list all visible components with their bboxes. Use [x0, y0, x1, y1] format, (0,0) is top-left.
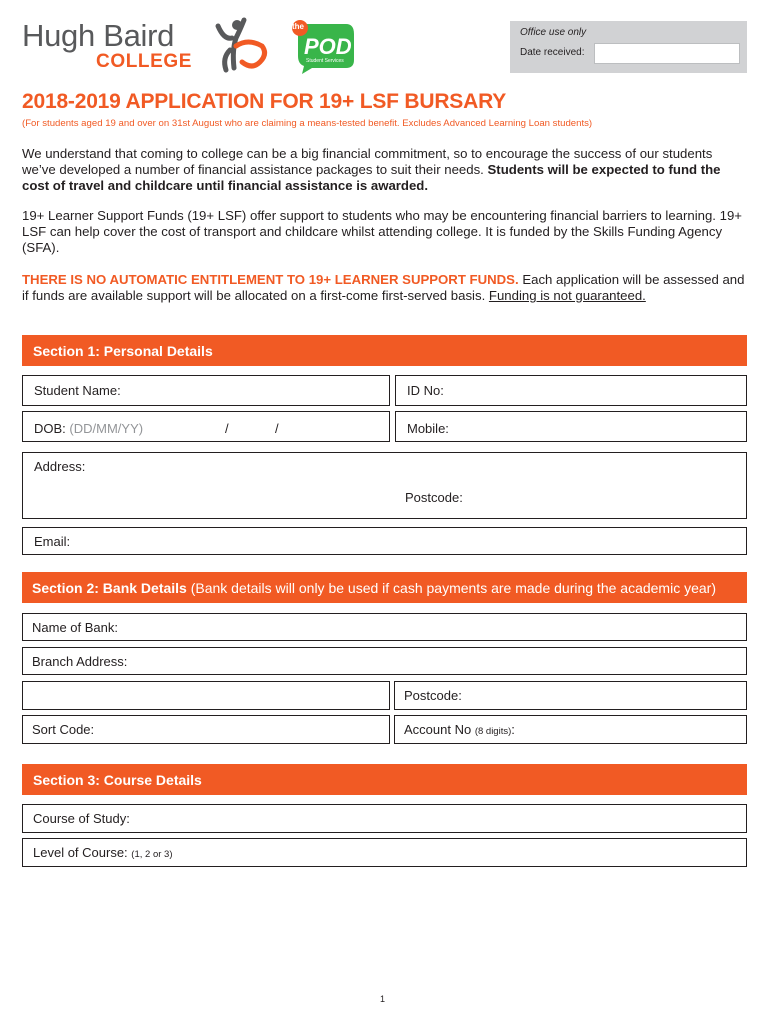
email-field[interactable] — [22, 527, 747, 555]
college-figure-logo-icon — [210, 16, 270, 74]
address-postcode-label: Postcode: — [405, 490, 463, 505]
section-2-header — [22, 572, 747, 603]
id-no-field[interactable] — [395, 375, 747, 406]
pod-the-text: the — [292, 22, 304, 31]
date-received-label: Date received: — [520, 47, 585, 58]
funding-not-guaranteed: Funding is not guaranteed. — [488, 288, 646, 303]
section-2-title-wrap — [32, 580, 716, 596]
pod-logo — [290, 20, 356, 74]
bank-name-label: Name of Bank: — [32, 620, 118, 635]
account-no-text: Account No — [404, 722, 472, 737]
section-2-note: (Bank details will only be used if cash payments are made during the academic year) — [186, 580, 716, 596]
dob-slash-2: / — [275, 421, 279, 436]
mobile-label: Mobile: — [407, 421, 449, 436]
section-3-header — [22, 764, 747, 795]
branch-address-line-2-field[interactable] — [22, 681, 390, 710]
date-received-field[interactable] — [594, 43, 740, 64]
level-of-course-hint: (1, 2 or 3) — [131, 849, 173, 860]
bank-name-field[interactable] — [22, 613, 747, 641]
section-3-title: Section 3: Course Details — [33, 772, 202, 788]
level-of-course-label — [33, 845, 172, 860]
dob-label — [34, 421, 143, 436]
account-no-hint: (8 digits) — [474, 726, 512, 737]
student-name-label: Student Name: — [34, 383, 121, 398]
email-label: Email: — [34, 534, 71, 549]
section-2-title: Section 2: Bank Details — [32, 580, 187, 596]
intro-paragraph-3 — [22, 272, 748, 304]
intro-paragraph-2: 19+ Learner Support Funds (19+ LSF) offer support to students who may be encountering financial barriers to learning. 19+ LSF can help cover the cost of transport and childcare whilst attending college. It is funded by the Skills Funding Agency (SFA). — [22, 208, 743, 255]
sort-code-label: Sort Code: — [32, 722, 95, 737]
office-use-label: Office use only — [520, 27, 587, 38]
branch-address-label: Branch Address: — [32, 654, 128, 669]
dob-label-text: DOB: — [34, 421, 66, 436]
college-logo-sub: COLLEGE — [96, 51, 193, 72]
page-number: 1 — [380, 994, 386, 1004]
pod-tagline: Student Services — [306, 58, 344, 64]
course-of-study-field[interactable] — [22, 804, 747, 833]
level-of-course-text: Level of Course: — [33, 845, 128, 860]
bank-postcode-label: Postcode: — [404, 688, 462, 703]
course-of-study-label: Course of Study: — [33, 811, 130, 826]
intro-paragraph-1 — [22, 146, 748, 194]
intro-p1-text: We understand that coming to college can be a big financial commitment, so to encourage the success of our students we’ve developed a number of financial assistance packages to suit their needs. — [22, 146, 713, 177]
dob-format-hint: (DD/MM/YY) — [69, 421, 144, 436]
account-no-colon: : — [511, 722, 515, 737]
pod-name-text: POD — [304, 34, 352, 59]
section-1-title: Section 1: Personal Details — [33, 343, 213, 359]
no-entitlement-notice: THERE IS NO AUTOMATIC ENTITLEMENT TO 19+ LEARNER SUPPORT FUNDS. — [22, 272, 519, 287]
dob-slash-1: / — [225, 421, 229, 436]
address-field[interactable] — [22, 452, 747, 519]
id-no-label: ID No: — [407, 383, 444, 398]
college-logo-name: Hugh Baird — [22, 18, 175, 53]
section-1-header — [22, 335, 747, 366]
account-no-label — [404, 722, 515, 737]
page-subtitle: (For students aged 19 and over on 31st August who are claiming a means-tested benefit. Excludes Advanced Learning Loan students) — [22, 118, 593, 129]
address-label: Address: — [34, 459, 86, 474]
branch-address-field[interactable] — [22, 647, 747, 675]
page-title: 2018-2019 APPLICATION FOR 19+ LSF BURSARY — [22, 90, 507, 113]
intro-p3-text: Each application will be assessed and if funds are available support will be allocated on a first-come first-served basis. — [22, 272, 745, 303]
intro-p1-bold: Students will be expected to fund the cost of travel and childcare until financial assistance is awarded. — [22, 162, 721, 193]
